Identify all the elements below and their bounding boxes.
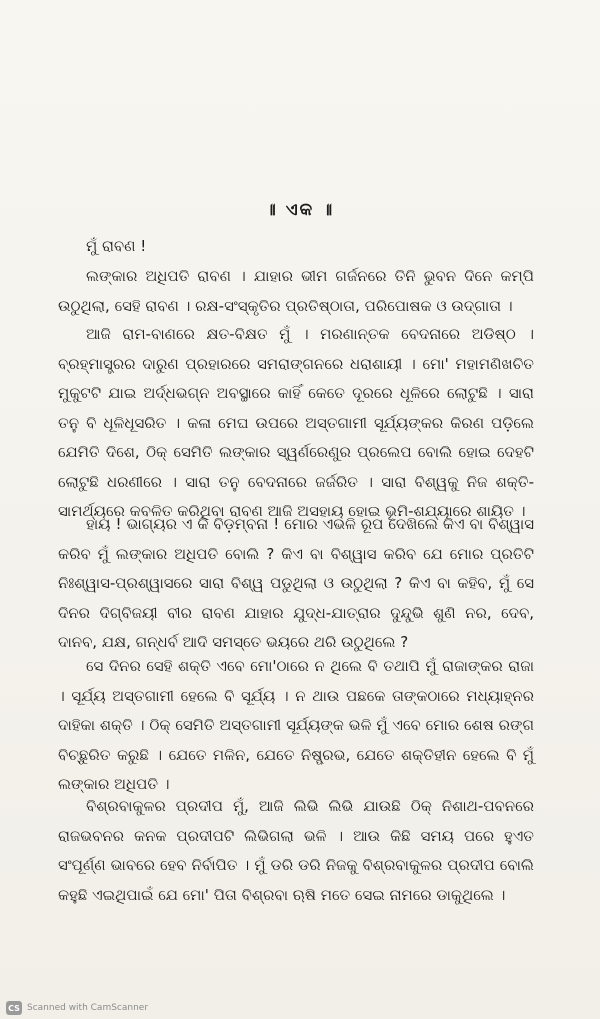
paragraph-3: ଆଜି ରାମ-ବାଣରେ କ୍ଷତ-ବିକ୍ଷତ ମୁଁ । ମରଣାନ୍ତକ ବେଦନାରେ ଅଡିଷ୍ଠ । ବ୍ରହ୍ମାସ୍ତ୍ରର ଦାରୁଣ ପ୍ରହାରରେ ସମରାଙ୍ଗନରେ ଧରାଶାୟୀ । ମୋ' ମହାମଣିଖଚିତ ମୁକୁଟଟି ଯାଇ ଅର୍ଦ୍ଧଭଗ୍ନ ଅବସ୍ଥାରେ କାହିଁ କେତେ ଦୂରରେ ଧୂଳିରେ ଲୋଟୁଛି । ସାରା ତନୁ ବି ଧୂଳିଧୂସରିତ । କଳା ମେଘ ଉପରେ ଅସ୍ତଗାମୀ ସୂର୍ଯ୍ୟଙ୍କର କିରଣ ପଡ଼ିଲେ ଯେମିତି ଦିଶେ, ଠିକ୍ ସେମିତି ଲଙ୍କାର ସ୍ୱର୍ଣରେଣୁର ପ୍ରଲେପ ବୋଲି ହୋଇ ଦେହଟି ଲୋଟୁଛି ଧରଣୀରେ । ସାରା ତନୁ ବେଦନାରେ ଜର୍ଜରିତ । ସାରା ବିଶ୍ୱକୁ ନିଜ ଶକ୍ତି-ସାମର୍ଥ୍ୟରେ କବଳିତ କରିଥିବା ରାବଣ ଆଜି ଅସହାୟ ହୋଇ ଭୂମି-ଶଯ୍ୟାରେ ଶାୟିତ । [58, 325, 534, 520]
camscanner-logo-icon: CS [6, 1001, 22, 1015]
paragraph-5: ସେ ଦିନର ସେହି ଶକ୍ତି ଏବେ ମୋ'ଠାରେ ନ ଥିଲେ ବି ତଥାପି ମୁଁ ରାଜାଙ୍କର ରାଜା । ସୂର୍ଯ୍ୟ ଅସ୍ତଗାମୀ ହେଲେ ବି ସୂର୍ଯ୍ୟ । ନ ଥାଉ ପଛକେ ତାଙ୍କଠାରେ ମଧ୍ୟାହ୍ନର ଦାହିକା ଶକ୍ତି । ଠିକ୍ ସେମିତି ଅସ୍ତଗାମୀ ସୂର୍ଯ୍ୟଙ୍କ ଭଳି ମୁଁ ଏବେ ମୋର ଶେଷ ରଙ୍ଗ ବିଚ୍ଛୁରିତ କରୁଛି । ଯେତେ ମଳିନ, ଯେତେ ନିଷ୍ପ୍ରଭ, ଯେତେ ଶକ୍ତିହୀନ ହେଲେ ବି ମୁଁ ଲଙ୍କାର ଅଧିପତି । [58, 657, 534, 793]
paragraph-2: ଲଙ୍କାର ଅଧିପତି ରାବଣ । ଯାହାର ଭୀମ ଗର୍ଜନରେ ତିନି ଭୁବନ ଦିନେ କମ୍ପି ଉଠୁଥିଲା, ସେହି ରାବଣ । ରକ୍ଷ-ସଂସ୍କୃତିର ପ୍ରତିଷ୍ଠାତା, ପରିପୋଷକ ଓ ଉଦ୍‌ଗାତା । [58, 267, 534, 315]
watermark-label: Scanned with CamScanner [27, 1003, 149, 1013]
paragraph-6: ବିଶ୍ରବାକୁଳର ପ୍ରଦୀପ ମୁଁ, ଆଜି ଲିଭି ଲିଭି ଯାଉଛି ଠିକ୍ ନିଶାଥ-ପବନରେ ରାଜଭବନର କନକ ପ୍ରଦୀପଟି ଲିଭିଗଲା ଭଳି । ଆଉ କିଛି ସମୟ ପରେ ହୁଏତ ସଂପୂର୍ଣ୍ଣ ଭାବରେ ହେବ ନିର୍ବାପିତ । ମୁଁ ଡରି ଡରି ନିଜକୁ ବିଶ୍ରବାକୁଳର ପ୍ରଦୀପ ବୋଲି କହୁଛି ଏଇଥିପାଇଁ ଯେ ମୋ' ପିତା ବିଶ୍ରବା ଋଷି ମତେ ସେଇ ନାମରେ ଡାକୁଥିଲେ । [58, 797, 534, 904]
camscanner-watermark [6, 1001, 148, 1015]
paragraph-1: ମୁଁ ରାବଣ ! [86, 237, 147, 255]
paragraph-4: ହାୟ ! ଭାଗ୍ୟର ଏ କି ବିଡ଼ମ୍ବନା ! ମୋର ଏଭଳି ରୂପ ଦେଖିଲେ କିଏ ବା ବିଶ୍ୱାସ କରିବ ମୁଁ ଲଙ୍କାର ଅଧିପତି ବୋଲି ? କିଏ ବା ବିଶ୍ୱାସ କରିବ ଯେ ମୋର ପ୍ରତିଟି ନିଃଶ୍ୱାସ-ପ୍ରଶ୍ୱାସରେ ସାରା ବିଶ୍ୱ ପଡୁଥିଲା ଓ ଉଠୁଥିଲା ? କିଏ ବା କହିବ, ମୁଁ ସେ ଦିନର ଦିଗ୍‌ବିଜୟୀ ବୀର ରାବଣ ଯାହାର ଯୁଦ୍ଧ-ଯାତ୍ରାର ଦୁନ୍ଦୁଭି ଶୁଣି ନର, ଦେବ, ଦାନବ, ଯକ୍ଷ, ଗନ୍ଧର୍ବ ଆଦି ସମସ୍ତେ ଭୟରେ ଥରି ଉଠୁଥିଲେ ? [58, 515, 534, 651]
chapter-title: ॥ ଏକ ॥ [265, 200, 335, 220]
